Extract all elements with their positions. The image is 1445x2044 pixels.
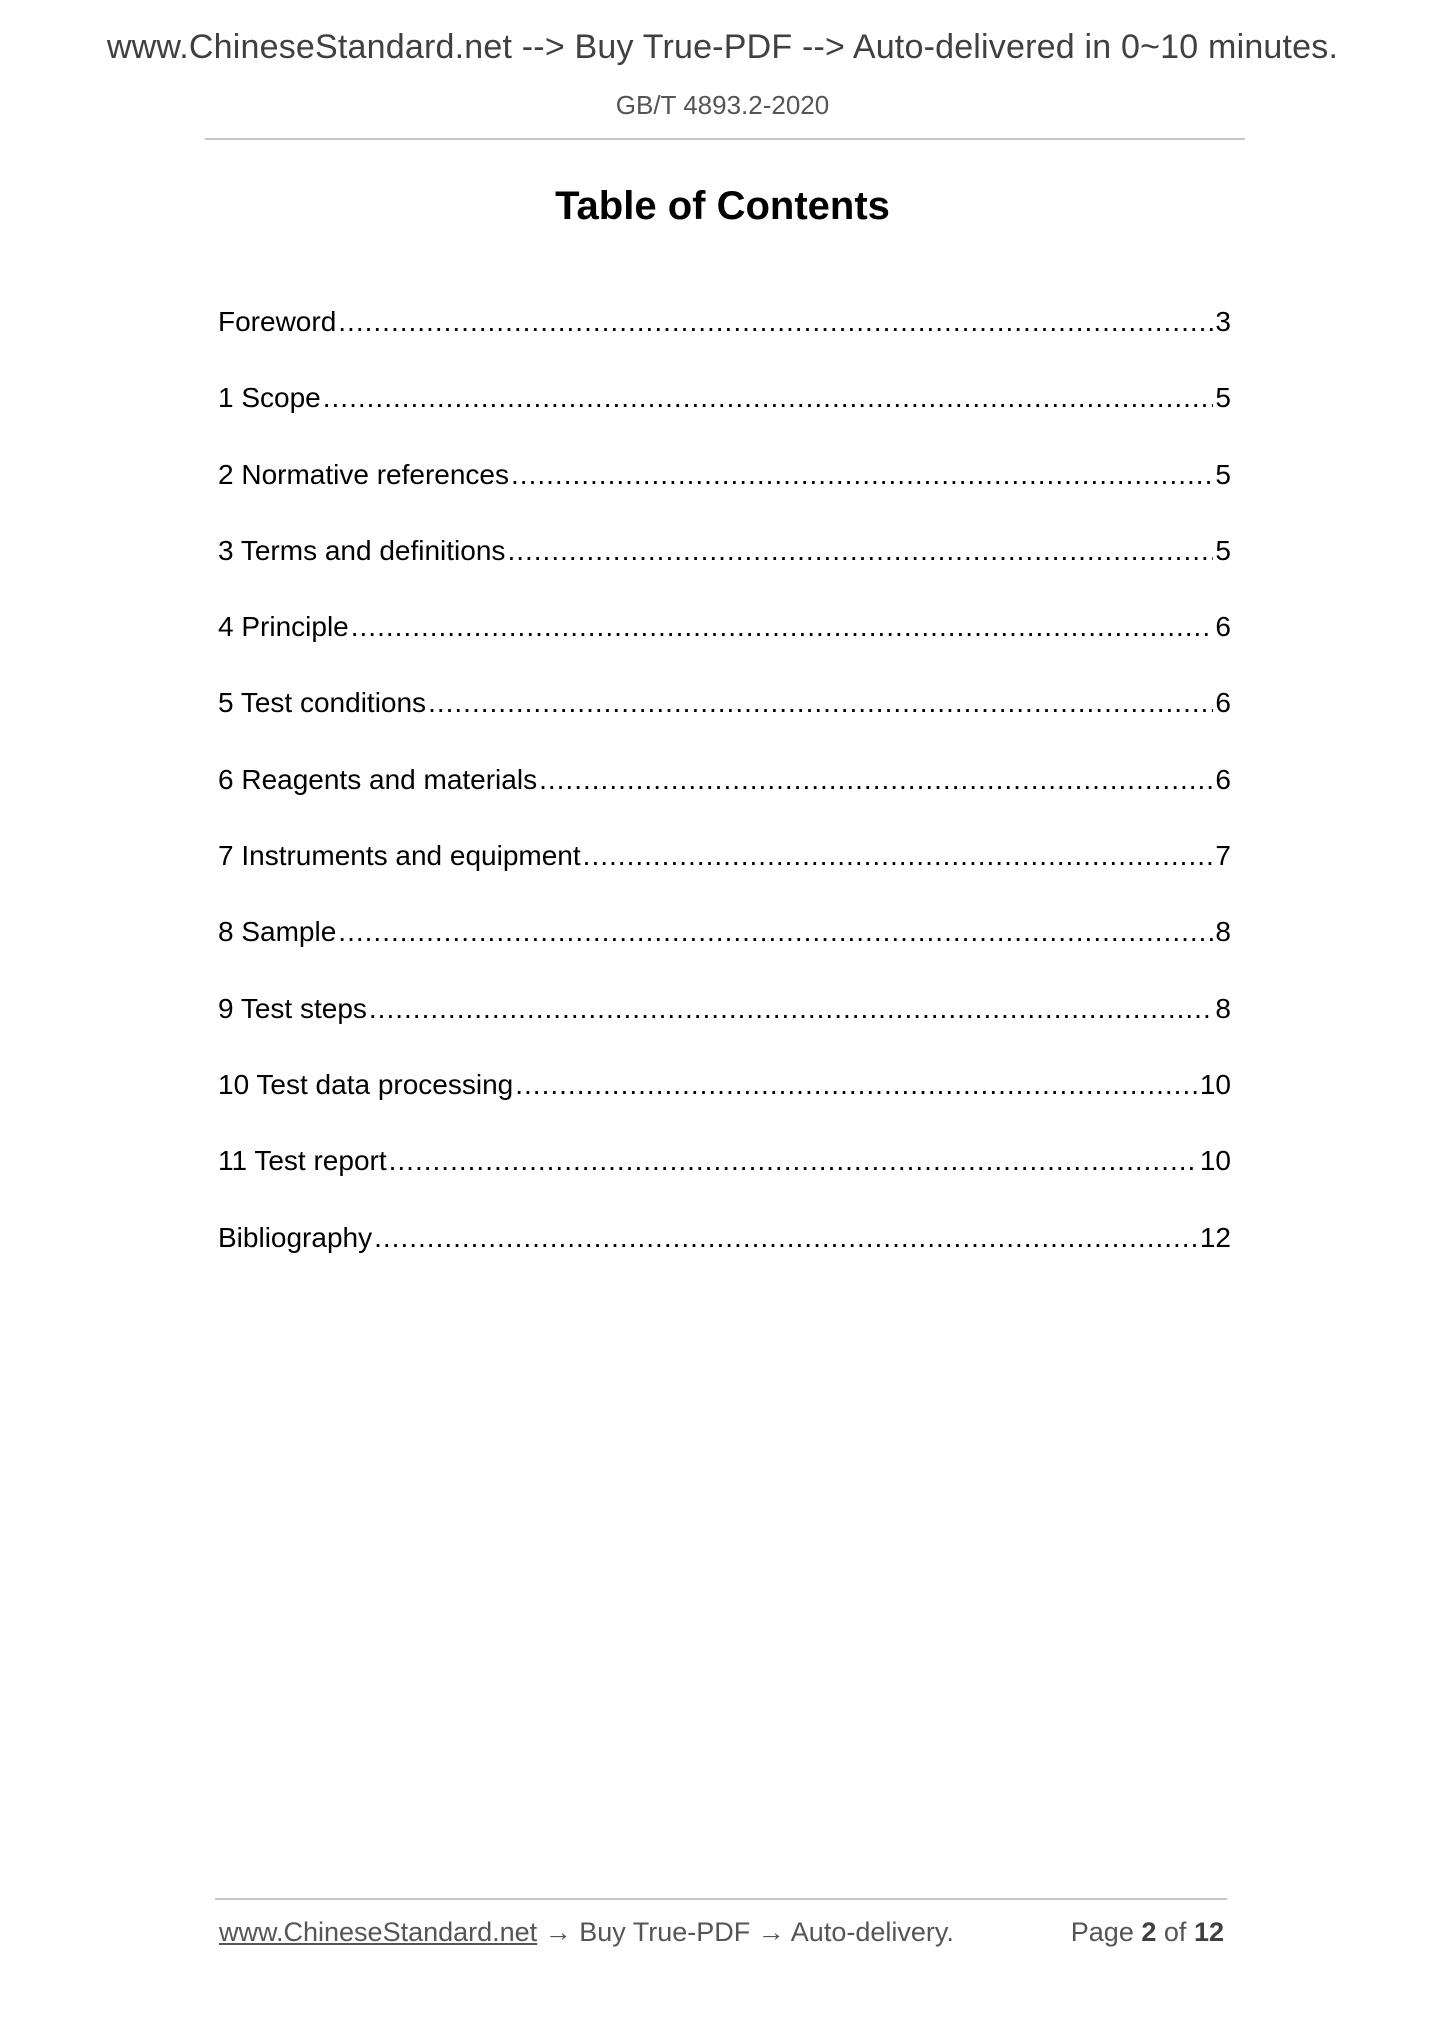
toc-entry-test-report[interactable] — [218, 1141, 1231, 1217]
toc-entry-page: 6 — [1215, 763, 1231, 795]
toc-dot-leader — [583, 836, 1214, 876]
toc-dot-leader — [374, 1218, 1198, 1258]
toc-entry-label: 1 Scope — [218, 382, 321, 414]
toc-dot-leader — [539, 760, 1213, 800]
toc-dot-leader — [507, 531, 1213, 571]
arrow-right-icon: → — [544, 1917, 572, 1947]
header-divider — [205, 138, 1245, 140]
toc-entry-page: 10 — [1199, 1145, 1231, 1177]
toc-entry-label: 3 Terms and definitions — [218, 534, 506, 566]
toc-dot-leader — [351, 607, 1214, 647]
footer-site-link[interactable]: www.ChineseStandard.net — [219, 1917, 538, 1947]
toc-entry-label: 9 Test steps — [218, 992, 367, 1024]
toc-entry-test-steps[interactable] — [218, 989, 1231, 1065]
page-total: 12 — [1193, 1917, 1224, 1947]
toc-entry-label: 7 Instruments and equipment — [218, 840, 581, 872]
toc-entry-page: 6 — [1215, 687, 1231, 719]
toc-entry-label: 8 Sample — [218, 916, 337, 948]
toc-entry-page: 12 — [1199, 1221, 1231, 1253]
toc-entry-page: 5 — [1215, 534, 1231, 566]
page-word: Page — [1070, 1917, 1134, 1947]
toc-entry-test-conditions[interactable] — [218, 683, 1231, 759]
toc-dot-leader — [428, 683, 1213, 723]
toc-dot-leader — [389, 1141, 1198, 1181]
footer-buy-text: Buy True-PDF — [579, 1917, 751, 1947]
toc-entry-label: Foreword — [218, 306, 337, 337]
toc-dot-leader — [515, 1065, 1198, 1105]
footer-promo — [219, 1917, 954, 1948]
footer-delivery-text: Auto-delivery. — [790, 1917, 954, 1947]
page-current: 2 — [1141, 1917, 1157, 1947]
toc-dot-leader — [369, 989, 1214, 1029]
toc-entry-page: 3 — [1215, 306, 1231, 337]
toc-entry-page: 7 — [1215, 840, 1231, 872]
toc-dot-leader — [338, 912, 1213, 952]
toc-entry-page: 5 — [1215, 382, 1231, 414]
toc-entry-foreword[interactable] — [218, 302, 1231, 378]
toc-entry-label: 2 Normative references — [218, 458, 510, 490]
toc-entry-reagents-and-materials[interactable] — [218, 760, 1231, 836]
toc-entry-label: 4 Principle — [218, 611, 349, 643]
toc-entry-instruments-and-equipment[interactable] — [218, 836, 1231, 912]
toc-entry-scope[interactable] — [218, 378, 1231, 454]
toc-entry-bibliography[interactable] — [218, 1218, 1231, 1294]
site-banner: www.ChineseStandard.net --> Buy True-PDF --> Auto-delivered in 0~10 minutes. — [106, 28, 1339, 66]
toc-entry-label: 6 Reagents and materials — [218, 763, 538, 795]
toc-entry-label: 11 Test report — [218, 1145, 387, 1177]
toc-entry-label: 10 Test data processing — [218, 1068, 514, 1100]
toc-entry-test-data-processing[interactable] — [218, 1065, 1231, 1141]
toc-entry-page: 8 — [1215, 916, 1231, 948]
standard-code: GB/T 4893.2-2020 — [615, 90, 830, 120]
page-number — [1071, 1917, 1224, 1948]
toc-entry-label: Bibliography — [218, 1221, 373, 1253]
toc-entry-page: 10 — [1199, 1068, 1231, 1100]
toc-entry-terms-and-definitions[interactable] — [218, 531, 1231, 607]
toc-entry-sample[interactable] — [218, 912, 1231, 988]
toc-entry-principle[interactable] — [218, 607, 1231, 683]
toc-dot-leader — [323, 378, 1214, 418]
toc-dot-leader — [338, 302, 1213, 342]
toc-dot-leader — [511, 455, 1213, 495]
footer-divider — [215, 1898, 1227, 1900]
toc-entry-normative-references[interactable] — [218, 455, 1231, 531]
toc-entry-page: 8 — [1215, 992, 1231, 1024]
arrow-right-icon: → — [757, 1917, 785, 1947]
toc-entry-page: 6 — [1215, 611, 1231, 643]
table-of-contents — [218, 302, 1231, 1294]
toc-title: Table of Contents — [555, 184, 890, 228]
toc-entry-page: 5 — [1215, 458, 1231, 490]
page-footer — [219, 1917, 1224, 1948]
toc-entry-label: 5 Test conditions — [218, 687, 427, 719]
of-word: of — [1163, 1917, 1187, 1947]
